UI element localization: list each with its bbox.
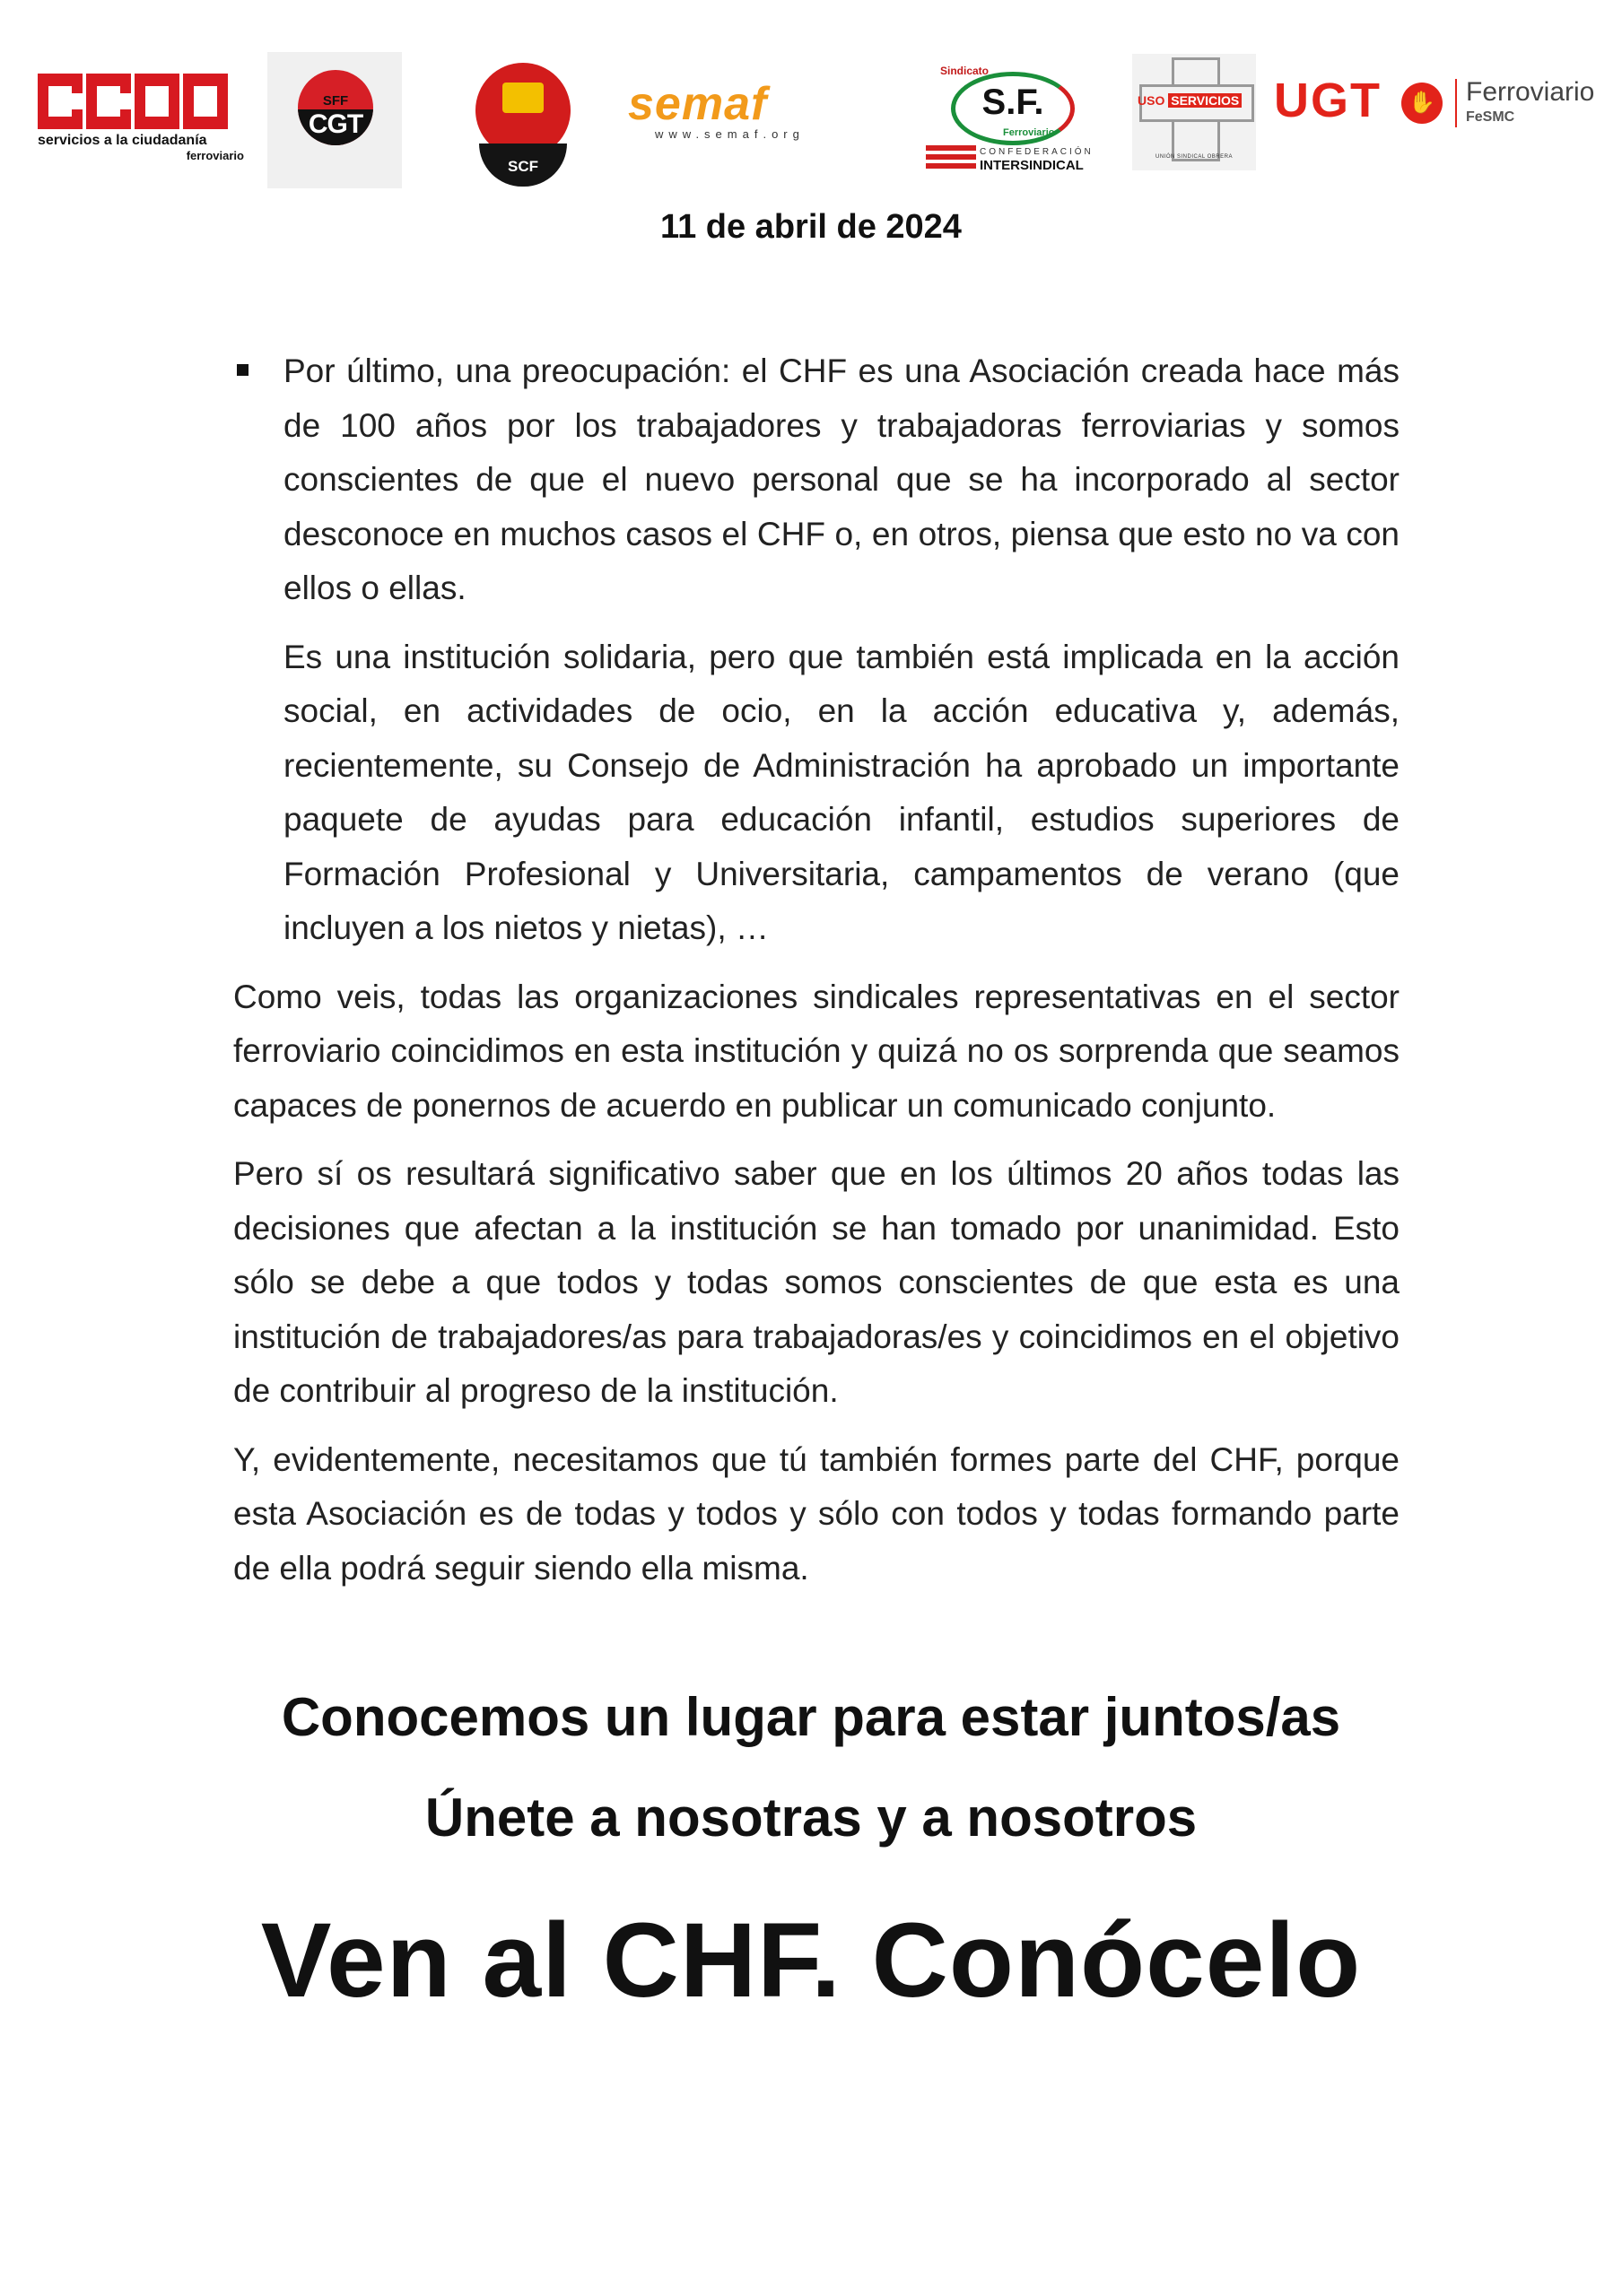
headline-2: Únete a nosotras y a nosotros bbox=[424, 1787, 1198, 1848]
ccoo-wordmark bbox=[38, 74, 244, 129]
bullet-paragraph bbox=[233, 344, 1400, 616]
sf-mark: S.F. bbox=[981, 83, 1044, 122]
cgt-logo bbox=[267, 52, 402, 188]
ccoo-logo bbox=[38, 74, 244, 181]
sf-stripes-icon bbox=[926, 145, 976, 172]
uso-label bbox=[1138, 93, 1254, 108]
sf-intersindical-logo bbox=[924, 59, 1094, 176]
uso-text: USO bbox=[1138, 93, 1165, 108]
document-date: 11 de abril de 2024 bbox=[660, 208, 962, 246]
sf-intersindical-text: INTERSINDICAL bbox=[980, 158, 1084, 173]
ugt-text: UGT bbox=[1274, 74, 1382, 127]
uso-subtitle: UNIÓN SINDICAL OBRERA bbox=[1155, 154, 1233, 160]
logo-bar bbox=[0, 0, 1622, 206]
paragraph-1: Como veis, todas las organizaciones sindicales representativas en el sector ferroviario coincidimos en esta institución y quizá no os sorprenda que seamos capaces de ponernos de acuerdo en publicar un comunicado conjunto. bbox=[233, 978, 1400, 1124]
semaf-logo bbox=[628, 78, 902, 145]
cgt-text: CGT bbox=[308, 109, 363, 139]
bullet-square-icon bbox=[237, 364, 249, 376]
uso-logo bbox=[1132, 54, 1256, 170]
cgt-sff-text: SFF bbox=[322, 93, 349, 109]
ugt-fesmc-text: FeSMC bbox=[1466, 109, 1515, 125]
paragraph-3: Y, evidentemente, necesitamos que tú también formes parte del CHF, porque esta Asociación es de todas y todos y sólo con todos y todas formando parte de ella podrá seguir siendo ella misma. bbox=[233, 1440, 1400, 1587]
sf-confederacion-text: CONFEDERACIÓN bbox=[980, 147, 1094, 157]
ugt-logo bbox=[1274, 74, 1606, 136]
ccoo-sector: ferroviario bbox=[186, 149, 244, 162]
bullet-continuation: Es una institución solidaria, pero que también está implicada en la acción social, en actividades de ocio, en la acción educativa y, además, recientemente, su Consejo de Administración ha aprobado un importante paquete de ayudas para educación infantil, estudios superiores de Formación Profesional y Universitaria, campamentos de verano (que incluyen a los nietos y nietas), … bbox=[283, 638, 1400, 946]
ugt-handshake-icon: ✋ bbox=[1401, 83, 1443, 124]
headline-1: Conocemos un lugar para estar juntos/as bbox=[281, 1687, 1341, 1747]
sf-sindicato-text: Sindicato bbox=[940, 65, 990, 77]
paragraph-2: Pero sí os resultará significativo saber que en los últimos 20 años todas las decisiones que afectan a la institución se han tomado por unanimidad. Esto sólo se debe a que todos y todas somos conscientes de que esta es una institución de trabajadores/as para trabajadoras/es y coincidimos en el objetivo de contribuir al progreso de la institución. bbox=[233, 1155, 1400, 1409]
scf-logo bbox=[467, 57, 580, 188]
document-body bbox=[233, 344, 1400, 1610]
headline-3: Ven al CHF. Conócelo bbox=[260, 1901, 1362, 2020]
ugt-ferroviario-text: Ferroviario bbox=[1466, 77, 1595, 107]
sf-ferroviario-text: Ferroviario bbox=[1003, 127, 1055, 138]
uso-servicios-text: SERVICIOS bbox=[1168, 93, 1242, 108]
semaf-url: www.semaf.org bbox=[655, 127, 805, 141]
ccoo-subtitle: servicios a la ciudadanía bbox=[38, 133, 207, 148]
bullet-text: Por último, una preocupación: el CHF es una Asociación creada hace más de 100 años por los trabajadores y trabajadoras ferroviarias y somos conscientes de que el nuevo personal que se ha incorporado al sector desconoce en muchos casos el CHF o, en otros, piensa que esto no va con ellos o ellas. bbox=[283, 352, 1400, 606]
scf-shield-icon bbox=[502, 83, 544, 113]
semaf-wordmark: semaf bbox=[628, 78, 768, 130]
scf-text: SCF bbox=[508, 158, 538, 175]
